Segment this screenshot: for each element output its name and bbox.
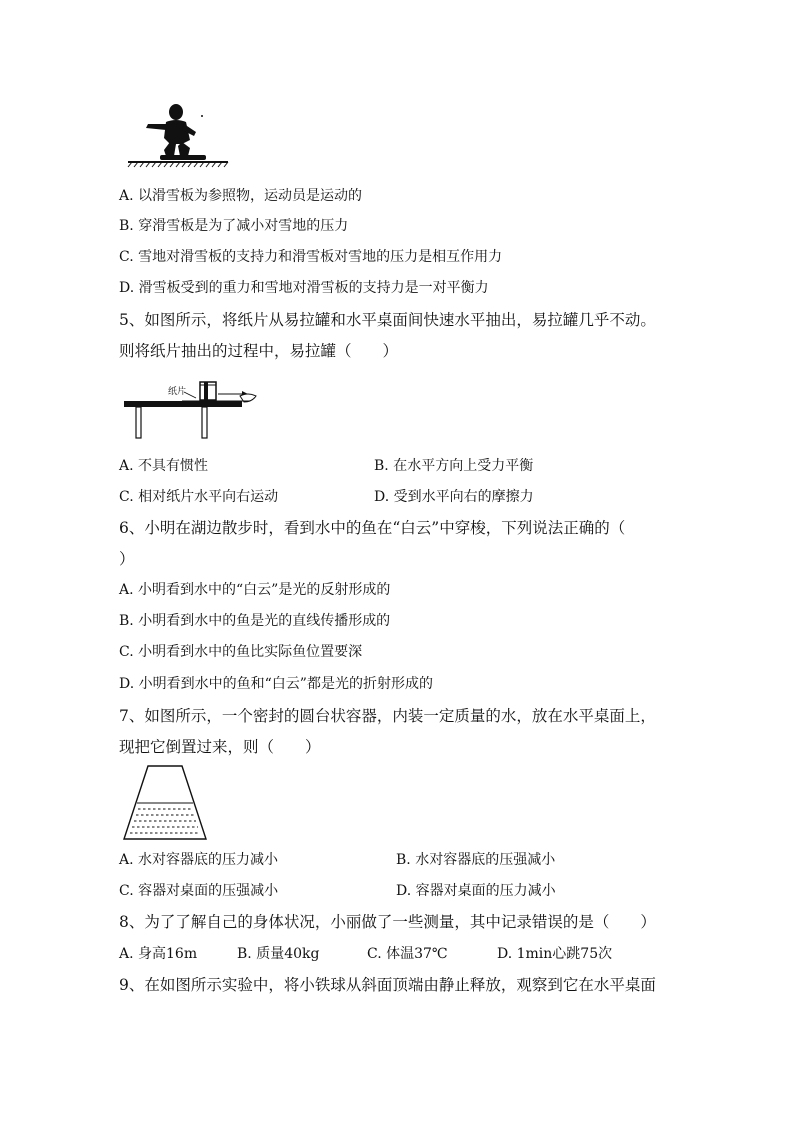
q5-stem-line2: 则将纸片抽出的过程中，易拉罐（ ） — [119, 342, 399, 360]
q6-option-c: C. 小明看到水中的鱼比实际鱼位置要深 — [119, 644, 363, 660]
q8-option-d: D. 1min心跳75次 — [497, 946, 613, 962]
q8-option-c: C. 体温37℃ — [367, 946, 448, 962]
q5-option-a: A. 不具有惯性 — [119, 458, 209, 474]
q8-option-b: B. 质量40kg — [237, 946, 320, 962]
frustum-container-figure — [118, 763, 212, 843]
q4-option-a: A. 以滑雪板为参照物，运动员是运动的 — [119, 188, 363, 204]
q7-option-d: D. 容器对桌面的压力减小 — [396, 883, 556, 899]
snowboarder-figure — [126, 100, 232, 168]
q5-option-b: B. 在水平方向上受力平衡 — [374, 458, 534, 474]
q5-option-d: D. 受到水平向右的摩擦力 — [374, 489, 534, 505]
q6-stem-line2: ） — [119, 550, 135, 568]
q5-stem-line1: 5、如图所示，将纸片从易拉罐和水平桌面间快速水平抽出，易拉罐几乎不动。 — [119, 311, 656, 329]
q7-option-b: B. 水对容器底的压强减小 — [396, 852, 556, 868]
q4-option-d: D. 滑雪板受到的重力和雪地对滑雪板的支持力是一对平衡力 — [119, 280, 489, 296]
q6-option-a: A. 小明看到水中的“白云”是光的反射形成的 — [119, 582, 391, 598]
q7-option-a: A. 水对容器底的压力减小 — [119, 852, 279, 868]
can-on-table-figure — [122, 376, 262, 440]
q6-option-d: D. 小明看到水中的鱼和“白云”都是光的折射形成的 — [119, 676, 433, 692]
q6-stem-line1: 6、小明在湖边散步时，看到水中的鱼在“白云”中穿梭，下列说法正确的（ — [119, 519, 626, 537]
q8-stem: 8、为了了解自己的身体状况，小丽做了一些测量，其中记录错误的是（ ） — [119, 913, 656, 931]
q8-option-a: A. 身高16m — [119, 946, 198, 962]
paper-label: 纸片 — [168, 387, 187, 397]
q6-option-b: B. 小明看到水中的鱼是光的直线传播形成的 — [119, 613, 391, 629]
q5-option-c: C. 相对纸片水平向右运动 — [119, 489, 279, 505]
q4-option-c: C. 雪地对滑雪板的支持力和滑雪板对雪地的压力是相互作用力 — [119, 249, 503, 265]
q7-stem-line1: 7、如图所示，一个密封的圆台状容器，内装一定质量的水，放在水平桌面上， — [119, 707, 656, 725]
q7-option-c: C. 容器对桌面的压强减小 — [119, 883, 279, 899]
q7-stem-line2: 现把它倒置过来，则（ ） — [119, 738, 321, 756]
q9-stem: 9、在如图所示实验中，将小铁球从斜面顶端由静止释放，观察到它在水平桌面 — [119, 976, 656, 994]
q4-option-b: B. 穿滑雪板是为了减小对雪地的压力 — [119, 218, 349, 234]
